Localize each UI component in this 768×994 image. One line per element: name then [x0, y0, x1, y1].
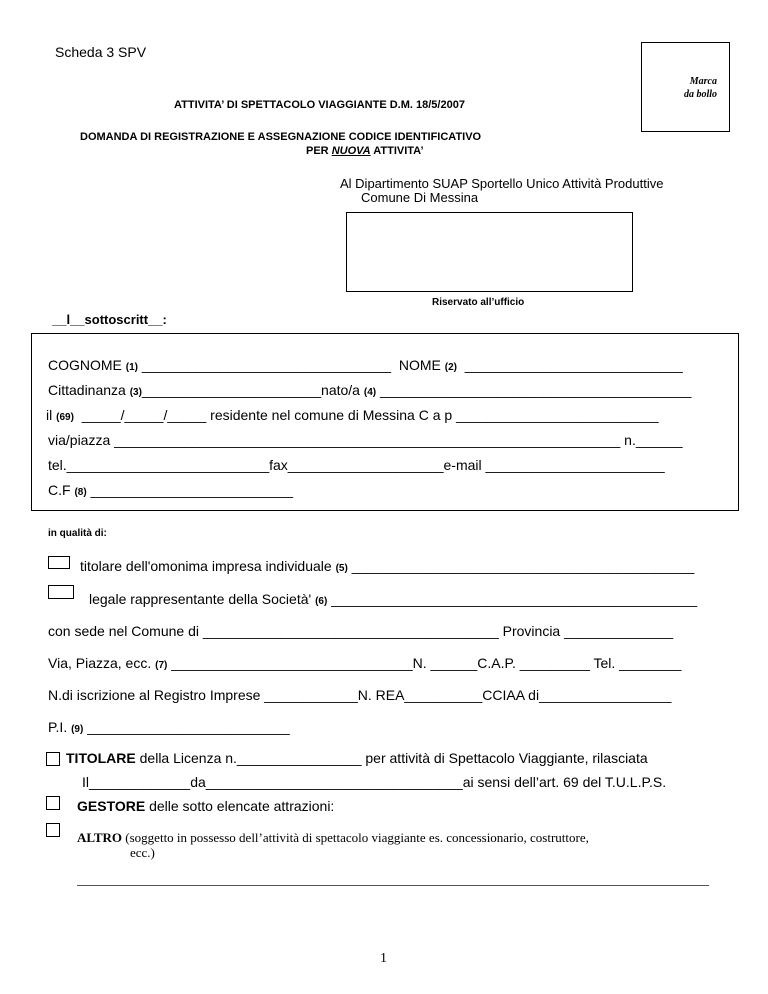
gestore-row: GESTORE delle sotto elencate attrazioni: [77, 798, 335, 814]
form-code: Scheda 3 SPV [55, 44, 147, 60]
document-title: ATTIVITA’ DI SPETTACOLO VIAGGIANTE D.M. 18/5/2007 [174, 99, 465, 111]
stamp-label-line2: da bollo [683, 89, 717, 100]
sede-via-row[interactable]: Via, Piazza, ecc. (7) _______________________________N. ______C.A.P. _________ Tel. ________ [48, 655, 682, 671]
codice-fiscale-row[interactable]: C.F (8) __________________________ [48, 482, 294, 498]
date-residence-row[interactable]: il (69) _____/_____/_____ residente nel comune di Messina C a p __________________________ [46, 407, 659, 423]
licenza-details-row[interactable]: Il_____________da_________________________________ai sensi dell’art. 69 del T.U.L.P.S. [82, 774, 667, 790]
registro-imprese-row[interactable]: N.di iscrizione al Registro Imprese ____________N. REA__________CCIAA di_________________ [48, 687, 672, 703]
address-row[interactable]: via/piazza _________________________________________________________________ n.______ [48, 432, 683, 448]
titolare-checkbox[interactable] [48, 556, 70, 569]
page-number: 1 [380, 951, 387, 966]
cittadinanza-row[interactable]: Cittadinanza (3)_______________________nato/a (4) ________________________________________ [48, 382, 692, 398]
sottoscritto-label: __l__sottoscritt__: [52, 312, 167, 327]
recipient-line2: Comune Di Messina [361, 190, 479, 205]
document-subtitle-line2: PER NUOVA ATTIVITA’ [306, 145, 424, 157]
office-reserved-box [346, 212, 633, 292]
revenue-stamp-box [641, 42, 730, 132]
altro-checkbox[interactable] [46, 823, 60, 837]
stamp-label-line1: Marca [689, 76, 717, 87]
sede-comune-row[interactable]: con sede nel Comune di ______________________________________ Provincia ______________ [48, 623, 674, 639]
altro-row-line2: ecc.) [130, 845, 155, 860]
legale-rappresentante-row: legale rappresentante della Società' (6) _______________________________________________ [89, 591, 698, 607]
altro-row: ALTRO (soggetto in possesso dell’attività di spettacolo viaggiante es. concessionario, costruttore, [77, 830, 589, 845]
altro-fill-line[interactable] [77, 885, 709, 886]
role-label: in qualità di: [48, 528, 107, 539]
partita-iva-row[interactable]: P.I. (9) __________________________ [48, 719, 290, 735]
titolare-licenza-row: TITOLARE della Licenza n.________________ per attività di Spettacolo Viaggiante, rilasciata [66, 750, 648, 766]
gestore-checkbox[interactable] [46, 796, 60, 810]
titolare-licenza-checkbox[interactable] [46, 752, 60, 766]
titolare-impresa-row: titolare dell'omonima impresa individuale (5) ____________________________________________ [80, 558, 695, 574]
contacts-row[interactable]: tel.__________________________fax____________________e-mail _______________________ [48, 457, 665, 473]
cognome-row[interactable]: COGNOME (1) ________________________________ NOME (2) ____________________________ [48, 357, 683, 373]
recipient-line1: Al Dipartimento SUAP Sportello Unico Attività Produttive [340, 176, 664, 191]
office-reserved-label: Riservato all’ufficio [432, 297, 525, 308]
legale-checkbox[interactable] [48, 585, 74, 599]
document-subtitle: DOMANDA DI REGISTRAZIONE E ASSEGNAZIONE CODICE IDENTIFICATIVO [80, 131, 482, 143]
